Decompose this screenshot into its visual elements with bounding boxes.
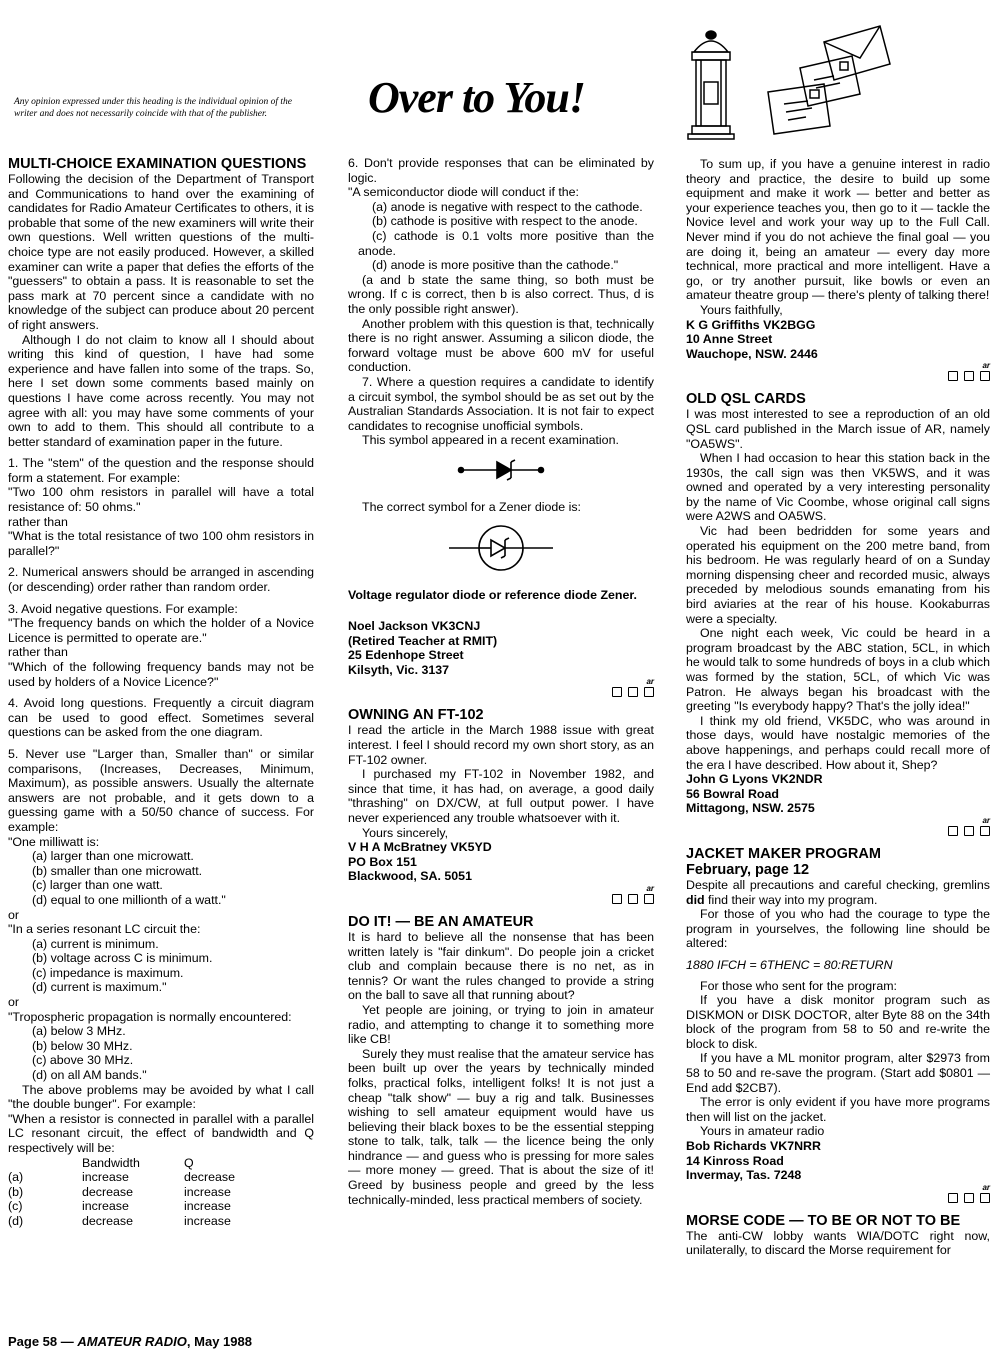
signature-name: Bob Richards VK7NRR xyxy=(686,1139,821,1154)
ar-logo: ar xyxy=(646,883,654,893)
article-heading: MORSE CODE — TO BE OR NOT TO BE xyxy=(686,1212,961,1229)
option: (c) larger than one watt. xyxy=(32,878,163,893)
option: (a) anode is negative with respect to the cathode. xyxy=(372,199,643,214)
paragraph: Following the decision of the Department of Transport and Communications to hand over the examining of candidates for Radio Amateur Certificates to others, it is probable that some of the new examiners will write their own questions. Well written questions of the multi-choice type are not easily produced. However, a skilled examiner can write a paper that defies the efforts of the "guessers" to obtain a pass. It is reasonable to set the pass mark at 70 percent since a candidate with no knowledge of the subject can produce about 20 percent of right answers. xyxy=(8,172,314,332)
zener-diode-symbol xyxy=(348,518,654,584)
option: (d) anode is more positive than the cathode." xyxy=(372,258,619,273)
paragraph: For those of you who had the courage to type the program in yourselves, the following line should be altered: xyxy=(686,907,990,951)
paragraph: "Two 100 ohm resistors in parallel will have a total resistance of: 50 ohms." xyxy=(8,485,314,515)
page-footer: Page 58 — AMATEUR RADIO, May 1988 xyxy=(8,1334,252,1349)
article-heading: MULTI-CHOICE EXAMINATION QUESTIONS xyxy=(8,156,307,172)
option: (d) on all AM bands." xyxy=(32,1068,147,1083)
option: (c) cathode is 0.1 volts more positive than the anode. xyxy=(358,228,654,258)
paragraph: One night each week, Vic could be heard in a program broadcast by the ABC station, 5CL, in which he would talk to some hundreds of boys in a club which was formed by the station, 5CL, of which Vic was Patron. He always began his broadcast with the greeting "Is everybody happy? That's the jolly idea!" xyxy=(686,626,990,714)
signature-name: V H A McBratney VK5YD xyxy=(348,840,492,855)
paragraph: Surely they must realise that the amateur service has been built up over the years by technically minded folks, practical folks, intelligent folks! It is not just a cheap "talk show" — buy a rig and talk. Businesses wishing to sell amateur equipment would have us believing their black boxes to be the essential stepping stone to talk, talk, talk — the licence being the only hindrance — and guess who is pressing for more sales — more money — greed. That is about the size of it! Greed by business people and greed by the less technically-minded, less practical members of society. xyxy=(348,1046,655,1207)
end-marks xyxy=(686,370,990,385)
caption: Voltage regulator diode or reference diode Zener. xyxy=(348,588,637,603)
paragraph: When I had occasion to hear this station back in the 1930s, the call sign was then VK5WS, and it was owned and operated by a very interesting personality by the name of Vic Coombe, whose original call signs were A2WS and OA5WS. xyxy=(686,451,990,524)
paragraph: rather than xyxy=(8,514,68,529)
option: (d) current is maximum." xyxy=(32,980,167,995)
article-heading: JACKET MAKER PROGRAM xyxy=(686,845,881,862)
signature-name: K G Griffiths VK2BGG xyxy=(686,317,816,332)
option: (b) cathode is positive with respect to the anode. xyxy=(372,214,638,229)
example: "In a series resonant LC circuit the: xyxy=(8,922,201,937)
paragraph: The correct symbol for a Zener diode is: xyxy=(362,499,581,514)
signature-line: Kilsyth, Vic. 3137 xyxy=(348,662,450,677)
paragraph: Despite all precautions and careful checking, gremlins did find their way into my program. xyxy=(686,877,990,907)
postbox-and-letters-illustration xyxy=(684,22,990,142)
signature-line: Invermay, Tas. 7248 xyxy=(686,1168,802,1183)
paragraph: or xyxy=(8,907,20,922)
closing: Yours sincerely, xyxy=(362,825,449,840)
paragraph: "A semiconductor diode will conduct if the: xyxy=(348,185,579,200)
end-marks xyxy=(348,686,654,701)
code-line: 1880 IFCH = 6THENC = 80:RETURN xyxy=(686,957,893,972)
paragraph: I read the article in the March 1988 issue with great interest. I feel I should record my own short story, as an FT-102 owner. xyxy=(348,723,654,767)
paragraph: For those who sent for the program: xyxy=(700,978,897,993)
paragraph: The above problems may be avoided by what I call "the double bunger". For example: xyxy=(8,1082,314,1112)
paragraph: I think my old friend, VK5DC, who was around in those days, would have nostalgic memories of the above happenings, and perhaps could recall more of the era I have described. How about it, Shep? xyxy=(686,713,990,772)
ar-logo: ar xyxy=(982,815,990,825)
option: (a) below 3 MHz. xyxy=(32,1024,126,1039)
signature-line: Wauchope, NSW. 2446 xyxy=(686,346,818,361)
column-3 xyxy=(686,157,990,1258)
article-heading: OLD QSL CARDS xyxy=(686,391,806,408)
exam-diode-symbol xyxy=(348,448,654,500)
article-subheading: February, page 12 xyxy=(686,861,810,878)
signature-line: 14 Kinross Road xyxy=(686,1153,784,1168)
option: (b) smaller than one microwatt. xyxy=(32,863,203,878)
paragraph: "The frequency bands on which the holder of a Novice Licence is permitted to operate are." xyxy=(8,616,314,645)
paragraph: 5. Never use "Larger than, Smaller than" or similar comparisons, (Increases, Decreases, Minimum, Maximum), as possible answers. Usually the alternate answers are not probable, and it gets down to a guessing game with a 50/50 chance of success. For example: xyxy=(8,746,314,834)
signature-line: (Retired Teacher at RMIT) xyxy=(348,633,498,648)
signature-line: Blackwood, SA. 5051 xyxy=(348,869,472,884)
paragraph: I was most interested to see a reproduction of an old QSL card published in the March issue of AR, namely "OA5WS". xyxy=(686,407,990,451)
paragraph: 1. The "stem" of the question and the response should form a statement. For example: xyxy=(8,456,314,485)
option: (c) impedance is maximum. xyxy=(32,965,184,980)
ar-logo: ar xyxy=(982,1182,990,1192)
paragraph: rather than xyxy=(8,645,68,660)
signature-line: 25 Edenhope Street xyxy=(348,648,464,663)
closing: Yours faithfully, xyxy=(700,302,783,317)
signature-line: 56 Bowral Road xyxy=(686,786,779,801)
page-title: Over to You! xyxy=(368,73,585,122)
signature-line: 10 Anne Street xyxy=(686,332,773,347)
option: (d) equal to one millionth of a watt." xyxy=(32,892,226,907)
option: (a) current is minimum. xyxy=(32,936,159,951)
signature-name: John G Lyons VK2NDR xyxy=(686,772,823,787)
paragraph: 7. Where a question requires a candidate to identify a circuit symbol, the symbol should be as set out by the Australian Standards Association. It is not fair to expect candidates to recognise unofficial symbols. xyxy=(348,374,654,433)
signature-line: PO Box 151 xyxy=(348,854,417,869)
zener-diode-icon xyxy=(441,518,561,578)
paragraph: 6. Don't provide responses that can be eliminated by logic. xyxy=(348,156,654,185)
example: "One milliwatt is: xyxy=(8,834,100,849)
example: "Tropospheric propagation is normally encountered: xyxy=(8,1009,292,1024)
paragraph: Yet people are joining, or trying to join in amateur radio, and attempting to change it to something more like CB! xyxy=(348,1002,654,1047)
options-table: Bandwidth Q (a) increase decrease (b) decrease increase (c) increase increase (d) decrease increase xyxy=(8,1155,235,1228)
column-1 xyxy=(8,156,314,1229)
end-marks xyxy=(686,1192,990,1207)
signature-name: Noel Jackson VK3CNJ xyxy=(348,619,481,634)
paragraph: If you have a ML monitor program, alter $2973 from 58 to 50 and re-save the program. (Start add $0801 — End add $2CB7). xyxy=(686,1051,990,1095)
paragraph: To sum up, if you have a genuine interest in radio theory and practice, the desire to build up some equipment and make it work — better and better as your experience teaches you, then go to it — tackle the Novice level and work your way up to the Full Call. Never mind if you do not achieve the final goal — you are doing it, being an amateur — every day more technical, more practical and more intelligent. Have a go, or try another pursuit, like bowls or even an amateur theatre group — there's plenty of talking there! xyxy=(686,157,990,303)
paragraph: It is hard to believe all the nonsense that has been written lately is "fair dinkum". Do people join a cricket club and complain because there is no net, as in tennis? Or want the rules changed to provide a string on the ball to save all that running about? xyxy=(348,929,654,1003)
paragraph: Although I do not claim to know all I should about writing this kind of question, I have had some experience and have fallen into some of the traps. So, here I set down some comments based mainly on questions I have come across recently. You may not agree with all: you may have some comments of your own to add to them. This should all contribute to a better standard of examination paper in the future. xyxy=(8,332,314,449)
paragraph: 4. Avoid long questions. Frequently a circuit diagram can be used to good effect. Sometimes several questions can be asked from the one diagram. xyxy=(8,696,314,740)
paragraph: Vic had been bedridden for some years and operated his equipment on the 200 metre band, from his bedroom. He was regularly heard of on a Sunday morning dispensing cheer and recorded music, always preceded by melodious sounds emanating from his bird aviaries at the rear of his house. Kookaburras were a specialty. xyxy=(686,524,990,626)
paragraph: The anti-CW lobby wants WIA/DOTC right now, unilaterally, to discard the Morse requirement for xyxy=(686,1228,990,1258)
disclaimer: Any opinion expressed under this heading is the individual opinion of the writer and does not necessarily coincide with that of the publisher. xyxy=(14,97,293,119)
paragraph: 3. Avoid negative questions. For example: xyxy=(8,601,238,616)
paragraph: If you have a disk monitor program such as DISKMON or DISK DOCTOR, alter Byte 88 on the 34th block of the program from 58 to 50 and re-write the block to disk. xyxy=(686,993,990,1051)
ar-logo: ar xyxy=(646,677,654,687)
paragraph: This symbol appeared in a recent examination. xyxy=(362,433,619,448)
closing: Yours in amateur radio xyxy=(700,1124,825,1139)
option: (b) voltage across C is minimum. xyxy=(32,951,213,966)
paragraph: "What is the total resistance of two 100 ohm resistors in parallel?" xyxy=(8,529,314,558)
paragraph: (a and b state the same thing, so both must be wrong. If c is correct, then b is also correct. Thus, d is the only possible right answer). xyxy=(348,272,654,316)
article-heading: DO IT! — BE AN AMATEUR xyxy=(348,913,534,930)
end-marks xyxy=(348,893,654,908)
option: (b) below 30 MHz. xyxy=(32,1038,133,1053)
column-2 xyxy=(348,156,654,1207)
paragraph: The error is only evident if you have more programs then will list on the jacket. xyxy=(686,1095,990,1124)
ar-logo: ar xyxy=(982,361,990,371)
paragraph: "Which of the following frequency bands may not be used by holders of a Novice Licence?" xyxy=(8,660,314,689)
paragraph: 2. Numerical answers should be arranged in ascending (or descending) order rather than random order. xyxy=(8,565,314,595)
paragraph: Another problem with this question is that, technically there is no right answer. Assuming a silicon diode, the forward voltage must be above 600 mV for useful conduction. xyxy=(348,316,654,375)
signature-line: Mittagong, NSW. 2575 xyxy=(686,801,815,816)
diode-icon xyxy=(441,448,561,488)
paragraph: or xyxy=(8,995,20,1010)
end-marks xyxy=(686,825,990,840)
article-heading: OWNING AN FT-102 xyxy=(348,707,484,724)
paragraph: I purchased my FT-102 in November 1982, and since that time, it has had, on average, a good daily "thrashing" on DX/CW, at full output power. I have never experienced any trouble whatsoever with it. xyxy=(348,767,654,825)
option: (c) above 30 MHz. xyxy=(32,1053,134,1068)
option: (a) larger than one microwatt. xyxy=(32,849,194,864)
paragraph: "When a resistor is connected in parallel with a parallel LC resonant circuit, the effect of bandwidth and Q respectively will be: xyxy=(8,1111,314,1155)
